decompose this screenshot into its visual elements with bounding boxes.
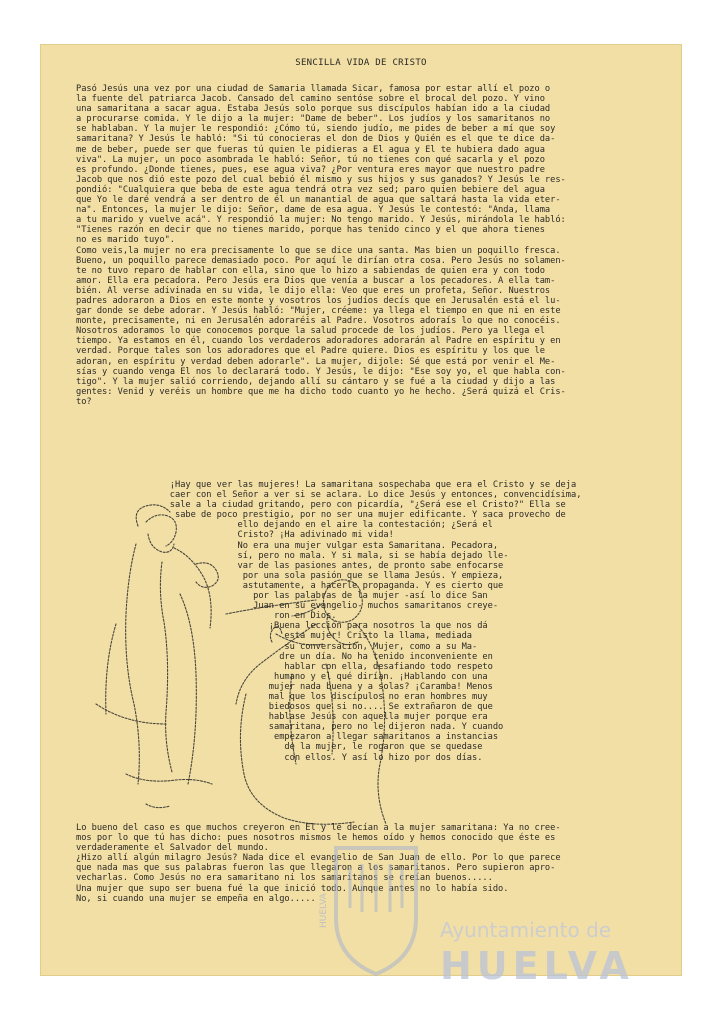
text-line: biedosos que si no.... Se extrañaron de que (76, 702, 493, 713)
text-line: me de beber, puede ser que fueras tú quien le pidieras a El agua y El te hubiera dado agua (76, 144, 545, 155)
text-line: tigo". Y la mujer salió corriendo, dejando allí su cántaro y se fué a la ciudad y dijo a las (76, 376, 556, 387)
text-line: ¿Hizo allí algún milagro Jesús? Nada dice el evangelio de San Juan de ello. Por lo que parece (76, 853, 561, 864)
text-line: ¡Buena lección para nosotros la que nos dá (76, 621, 488, 632)
text-line: verdad. Porque tales son los adoradores que el Padre quiere. Dios es espíritu y los que le (76, 346, 545, 357)
text-line: de la mujer, le rogaron que se quedase (76, 742, 483, 753)
text-line: por las palabras de la mujer -así lo dice San (76, 591, 488, 602)
text-line: esta mujer! Cristo la llama, mediada (76, 631, 472, 642)
text-line: por una sola pasión que se llama Jesús. Y empieza, (76, 570, 504, 581)
text-line: adoran, en espíritu y verdad deben adorarle". La mujer, dijole: Sé que está por venir el Me- (76, 356, 556, 367)
text-line: sale a la ciudad gritando, pero con picardía, "¿Será ese el Cristo?" Ella se (76, 500, 566, 511)
text-line: una samaritana a sacar agua. Estaba Jesús solo porque sus discípulos habían ido a la ciudad (76, 104, 551, 115)
text-line: caer con el Señor a ver si se aclara. Lo dice Jesús y entonces, convencidísima, (76, 490, 582, 501)
text-line: su conversación, Mujer, como a su Ma- (76, 641, 478, 652)
text-line: mujer nada buena y a solas? ¡Caramba! Menos (76, 681, 493, 692)
watermark-shield-text: HUELVA (319, 893, 329, 928)
top-text-block (76, 84, 668, 407)
text-line: te no tuvo reparo de hablar con ella, sino que lo hizo a sabiendas de quien era y con todo (76, 265, 545, 276)
text-line: Lo bueno del caso es que muchos creyeron en El y le decían a la mujer samaritana: Ya no cree- (76, 823, 561, 833)
text-line: "Tienes razón en decir que no tienes marido, porque has tenido cinco y el que ahora tienes (76, 225, 545, 236)
text-line: mal que los discípulos no eran hombres muy (76, 691, 488, 702)
text-line: sías y cuando venga El nos lo declarará todo. Y Jesús, le dijo: "Ese soy yo, el que habla con- (76, 366, 566, 377)
text-line: to? (76, 396, 92, 407)
page-title: SENCILLA VIDA DE CRISTO (295, 58, 427, 68)
text-line: pondió: "Cualquiera que beba de este agua tendrá otra vez sed; paro quien bebiere del agua (76, 184, 545, 195)
text-line: na". Entonces, la mujer le dijo: Señor, dame de esa agua. Y Jesús le contestó: "Anda, llama (76, 205, 551, 216)
text-line: gar donde se debe adorar. Y Jesús habló: "Mujer, créeme: ya llega el tiempo en que ni en este (76, 306, 561, 317)
text-line: que Yo le daré vendrá a ser dentro de él un manantial de agua que saltará hasta la vida eter- (76, 195, 561, 206)
text-line: No era una mujer vulgar esta Samaritana. Pecadora, (76, 540, 499, 551)
text-line: monte, precisamente, ni en Jerusalén adoraréis al Padre. Vosotros adoraís lo que no conocéis. (76, 316, 561, 327)
text-line: gentes: Venid y veréis un hombre que me ha dicho todo cuanto yo he hecho. ¿Será quizá el Cris- (76, 386, 566, 397)
text-line: Cristo? ¡Ha adivinado mi vida! (76, 530, 394, 541)
text-line: sí, pero no mala. Y si mala, si se había dejado lle- (76, 550, 509, 561)
text-line: ron en Dios. (76, 611, 337, 622)
text-line: que nada mas que sus palabras fueron las que llegaron a los samaritanos. Pero supieron apro- (76, 863, 556, 874)
text-line: padres adoraron a Dios en este monte y vosotros los judíos decís que en Jerusalén está el lu- (76, 295, 561, 306)
text-line: Nosotros adoramos lo que conocemos porque la salud procede de los judíos. Pero ya llega el (76, 326, 545, 337)
text-line: a tu marido y vuelve acá". Y respondió la mujer: No tengo marido. Y Jesús, mirándola le habló: (76, 215, 566, 226)
text-line: la fuente del patriarca Jacob. Cansado del camino sentóse sobre el brocal del pozo. Y vino (76, 94, 545, 105)
text-line: Como veis,la mujer no era precisamente lo que se dice una santa. Mas bien un poquillo fresca. (76, 245, 561, 256)
text-line: No, si cuando una mujer se empeña en algo..... (76, 893, 316, 904)
text-line: Bueno, un poquillo parece demasiado poco. Por aquí le dirían otra cosa. Pero Jesús no solamen- (76, 255, 566, 266)
text-line: verdaderamente el Salvador del mundo. (76, 843, 269, 854)
text-line: se hablaban. Y la mujer le respondió: ¿Cómo tú, siendo judío, me pides de beber a mí que soy (76, 124, 556, 135)
text-line: a procurarse comida. Y le dijo a la mujer: "Dame de beber". Los judíos y los samaritanos no (76, 114, 551, 125)
text-line: samaritana, pero no le dijeron nada. Y cuando (76, 722, 504, 733)
text-line: ello dejando en el aire la contestación; ¿Será el (76, 520, 493, 531)
text-line: var de las pasiones antes, de pronto sabe enfocarse (76, 560, 504, 571)
text-line: viva". La mujer, un poco asombrada le habló: Señor, tú no tienes con qué sacarla y el pozo (76, 154, 545, 165)
text-line: samaritana? Y Jesús le habló: "Si tú conocieras el don de Dios y Quién es el que te dice da- (76, 134, 556, 145)
text-line: es profundo. ¿Donde tienes, pues, ese agua viva? ¿Por ventura eres mayor que nuestro padre (76, 164, 545, 175)
text-line: Una mujer que supo ser buena fué la que inició todo. Aunque antes no lo había sido. (76, 883, 509, 894)
text-line: hablase Jesús con aquella mujer porque era (76, 712, 488, 723)
text-line: no es marido tuyo". (76, 235, 175, 246)
text-line: mos por lo que tú has dicho: pues nosotros mismos le hemos oído y hemos conocido que éste es (76, 833, 556, 844)
text-line: amor. Ella era pecadora. Pero Jesús era Dios que venía a buscar a los pecadores. A ella tam- (76, 275, 556, 286)
text-line: tiempo. Ya estamos en él, cuando los verdaderos adoradores adorarán al Padre en espíritu y en (76, 336, 561, 347)
watermark-line1: Ayuntamiento de (440, 918, 612, 942)
text-line: vecharlas. Como Jesús no era samaritano ni los samaritanos se creían buenos..... (76, 873, 493, 884)
text-line: humano y el qué dirían. ¡Hablando con una (76, 671, 488, 682)
text-line: Juan en su evangelio- muchos samaritanos creye- (76, 601, 499, 612)
text-line: dre un día. No ha tenido inconveniente en (76, 651, 493, 662)
mid-text-block (76, 480, 668, 763)
text-line: bién. Al verse adivinada en su vida, le dijo ella: Veo que eres un profeta, Señor. Nuestros (76, 285, 551, 296)
text-line: astutamente, a hacerle propaganda. Y es cierto que (76, 580, 504, 591)
text-line: sabe de poco prestigio, por no ser una mujer edificante. Y saca provecho de (76, 510, 566, 521)
text-line: Jacob que nos dió este pozo del cual bebió él mismo y sus hijos y sus ganados? Y Jesús le res- (76, 174, 566, 185)
watermark-line2: HUELVA (440, 944, 634, 988)
text-line: ¡Hay que ver las mujeres! La samaritana sospechaba que era el Cristo y se deja (76, 480, 577, 490)
text-line: empezaron a llegar samaritanos a instancias (76, 732, 499, 743)
text-line: hablar con ella, desafiando todo respeto (76, 661, 493, 672)
text-line: Pasó Jesús una vez por una ciudad de Samaria llamada Sicar, famosa por estar allí el pozo o (76, 84, 551, 94)
text-line: con ellos. Y así lo hizo por dos días. (76, 752, 483, 763)
